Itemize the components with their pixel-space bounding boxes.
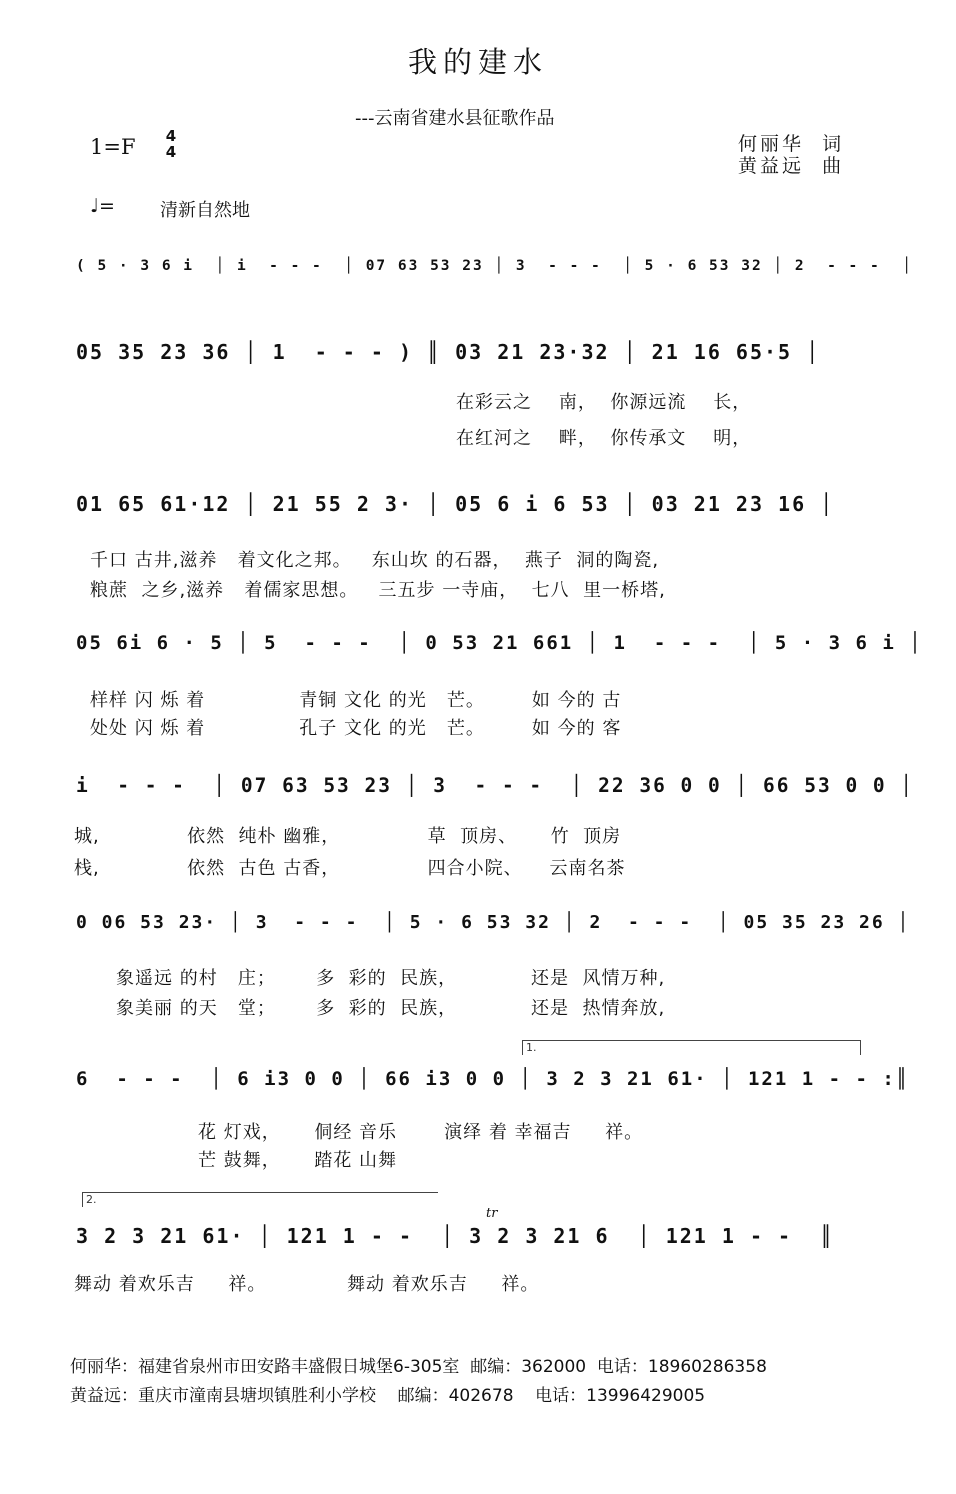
second-ending-bracket: 2. [82, 1192, 438, 1207]
lyricist-contact: 何丽华：福建省泉州市田安路丰盛假日城堡6-305室 邮编：362000 电话：18960286358 [70, 1357, 767, 1377]
song-title: 我的建水 [407, 45, 548, 79]
notation-line: 05 6i 6 · 5 │ 5 - - - │ 0 53 21 661 │ 1 - - - │ 5 · 3 6 i │ [76, 632, 923, 654]
notation-line: 6 - - - │ 6 i3 0 0 │ 66 i3 0 0 │ 3 2 3 21 61· │ 121 1 - - :║ [76, 1068, 910, 1090]
time-signature [160, 128, 182, 160]
trill-mark: tr [486, 1206, 498, 1221]
key-signature: 1=F [90, 135, 136, 159]
notation-line: 0 06 53 23· │ 3 - - - │ 5 · 6 53 32 │ 2 - - - │ 05 35 23 26 │ [76, 912, 911, 933]
notation-line: i - - - │ 07 63 53 23 │ 3 - - - │ 22 36 0 0 │ 66 53 0 0 │ [76, 774, 915, 797]
lyricist-credit: 何丽华 词 [738, 133, 845, 155]
composer-contact: 黄益远：重庆市潼南县塘坝镇胜利小学校 邮编：402678 电话：13996429005 [70, 1386, 706, 1406]
lyrics-verse-2: 粮蔗 之乡,滋养 着儒家思想。 三五步 一寺庙， 七八 里一桥塔, [90, 580, 666, 601]
song-subtitle: ---云南省建水县征歌作品 [355, 108, 555, 129]
lyrics-verse-1: 样样 闪 烁 着 青铜 文化 的光 芒。 如 今的 古 [90, 690, 622, 711]
lyrics-verse-2: 象美丽 的天 堂； 多 彩的 民族， 还是 热情奔放, [116, 998, 666, 1019]
tempo-mark: ♩= [90, 195, 115, 217]
tempo-description: 清新自然地 [160, 200, 250, 221]
notation-line: 01 65 61·12 │ 21 55 2 3· │ 05 6 i 6 53 │ 03 21 23 16 │ [76, 492, 835, 516]
lyrics-verse-1: 城, 依然 纯朴 幽雅， 草 顶房、 竹 顶房 [74, 826, 622, 847]
first-ending-bracket: 1. [522, 1040, 861, 1055]
notation-line: 05 35 23 36 │ 1 - - - ) ║ 03 21 23·32 │ 21 16 65·5 │ [76, 340, 821, 364]
lyrics-verse-1: 千口 古井,滋养 着文化之邦。 东山坎 的石器， 燕子 洞的陶瓷, [90, 550, 660, 571]
lyrics-verse-2: 栈, 依然 古色 古香， 四合小院、 云南名茶 [74, 858, 626, 879]
lyrics-verse-1: 象遥远 的村 庄； 多 彩的 民族， 还是 风情万种, [116, 968, 666, 989]
notation-line: 3 2 3 21 61· │ 121 1 - - │ 3 2 3 21 6 │ 121 1 - - ║ [76, 1224, 835, 1248]
time-signature-top: 4 [165, 127, 177, 145]
lyrics-verse-2: 在红河之 畔， 你传承文 明， [456, 428, 752, 449]
lyrics-verse-2: 处处 闪 烁 着 孔子 文化 的光 芒。 如 今的 客 [90, 718, 622, 739]
lyrics-verse-2: 芒 鼓舞， 踏花 山舞 [198, 1150, 398, 1171]
lyrics-verse-1: 舞动 着欢乐吉 祥。 舞动 着欢乐吉 祥。 [74, 1274, 540, 1295]
lyrics-verse-1: 在彩云之 南， 你源远流 长， [456, 392, 752, 413]
time-signature-bottom: 4 [165, 143, 177, 161]
notation-line: ( 5 · 3 6 i │ i - - - │ 07 63 53 23 │ 3 - - - │ 5 · 6 53 32 │ 2 - - - │ [76, 258, 913, 274]
composer-credit: 黄益远 曲 [738, 155, 845, 177]
lyrics-verse-1: 花 灯戏， 侗经 音乐 演绎 着 幸福吉 祥。 [198, 1122, 644, 1143]
